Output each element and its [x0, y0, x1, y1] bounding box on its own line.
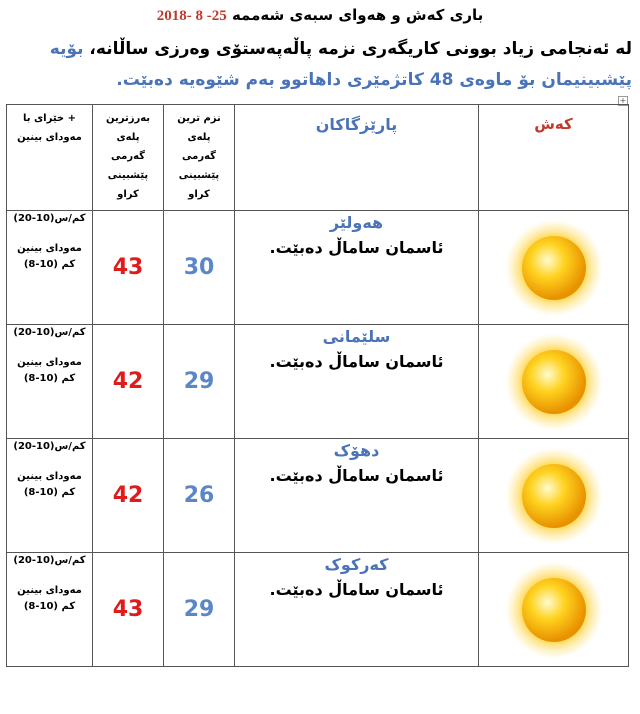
sun-icon	[504, 560, 604, 660]
sun-icon	[504, 332, 604, 432]
header-min-temp: نزم ترین پلەی گەرمی پێشبینی کراو	[164, 105, 235, 211]
min-temp: 30	[164, 211, 235, 325]
header-max-temp: بەرزترین پلەی گەرمی پێشبینی کراو	[93, 105, 164, 211]
intro-line-blue: بۆیە پێشبینیمان بۆ ماوەی 48 کاتژمێری داهاتوو بەم شێوەیە دەبێت.	[49, 39, 632, 90]
header-wind: خێرای با + مەودای بینین	[7, 105, 93, 211]
city-cell	[235, 553, 479, 667]
wind-cell: (20-10)کم/س مەودای بینین (8-10) کم	[7, 439, 93, 553]
max-temp: 42	[93, 439, 164, 553]
forecast-table	[6, 104, 629, 667]
table-row	[7, 211, 629, 325]
city-name: هەولێر	[329, 213, 384, 232]
page-title	[0, 6, 640, 25]
min-temp: 29	[164, 553, 235, 667]
table-row	[7, 553, 629, 667]
sun-icon	[504, 446, 604, 546]
max-temp: 43	[93, 553, 164, 667]
city-name: سلێمانی	[322, 327, 391, 346]
table-move-handle[interactable]: +	[619, 96, 627, 105]
intro-paragraph	[8, 34, 632, 96]
max-temp: 43	[93, 211, 164, 325]
city-cell	[235, 439, 479, 553]
intro-line-black: لە ئەنجامی زیاد بوونی کاریگەری نزمە پاڵەپەستۆی وەرزی ساڵانە،	[89, 39, 632, 59]
weather-icon-cell	[479, 439, 629, 553]
city-name: دهۆک	[333, 441, 380, 460]
city-cell	[235, 325, 479, 439]
wind-cell: (20-10)کم/س مەودای بینین (8-10) کم	[7, 325, 93, 439]
weather-description: ئاسمان ساماڵ دەبێت.	[269, 466, 444, 485]
table-row	[7, 439, 629, 553]
max-temp: 42	[93, 325, 164, 439]
min-temp: 29	[164, 325, 235, 439]
header-weather: کەش	[479, 105, 629, 211]
sun-icon	[504, 218, 604, 318]
table-header-row	[7, 105, 629, 211]
weather-description: ئاسمان ساماڵ دەبێت.	[269, 238, 444, 257]
title-date: 25- 8 -2018	[156, 8, 227, 24]
city-name: کەرکوک	[324, 555, 389, 574]
wind-cell: (20-10)کم/س مەودای بینین (8-10) کم	[7, 553, 93, 667]
weather-description: ئاسمان ساماڵ دەبێت.	[269, 580, 444, 599]
city-cell	[235, 211, 479, 325]
weather-description: ئاسمان ساماڵ دەبێت.	[269, 352, 444, 371]
title-text: باری کەش و هەوای سبەی شەممە	[231, 6, 484, 24]
min-temp: 26	[164, 439, 235, 553]
weather-icon-cell	[479, 325, 629, 439]
weather-icon-cell	[479, 211, 629, 325]
table-row	[7, 325, 629, 439]
wind-cell: (20-10)کم/س مەودای بینین (8-10) کم	[7, 211, 93, 325]
header-provinces: پارێزگاکان	[235, 105, 479, 211]
weather-icon-cell	[479, 553, 629, 667]
